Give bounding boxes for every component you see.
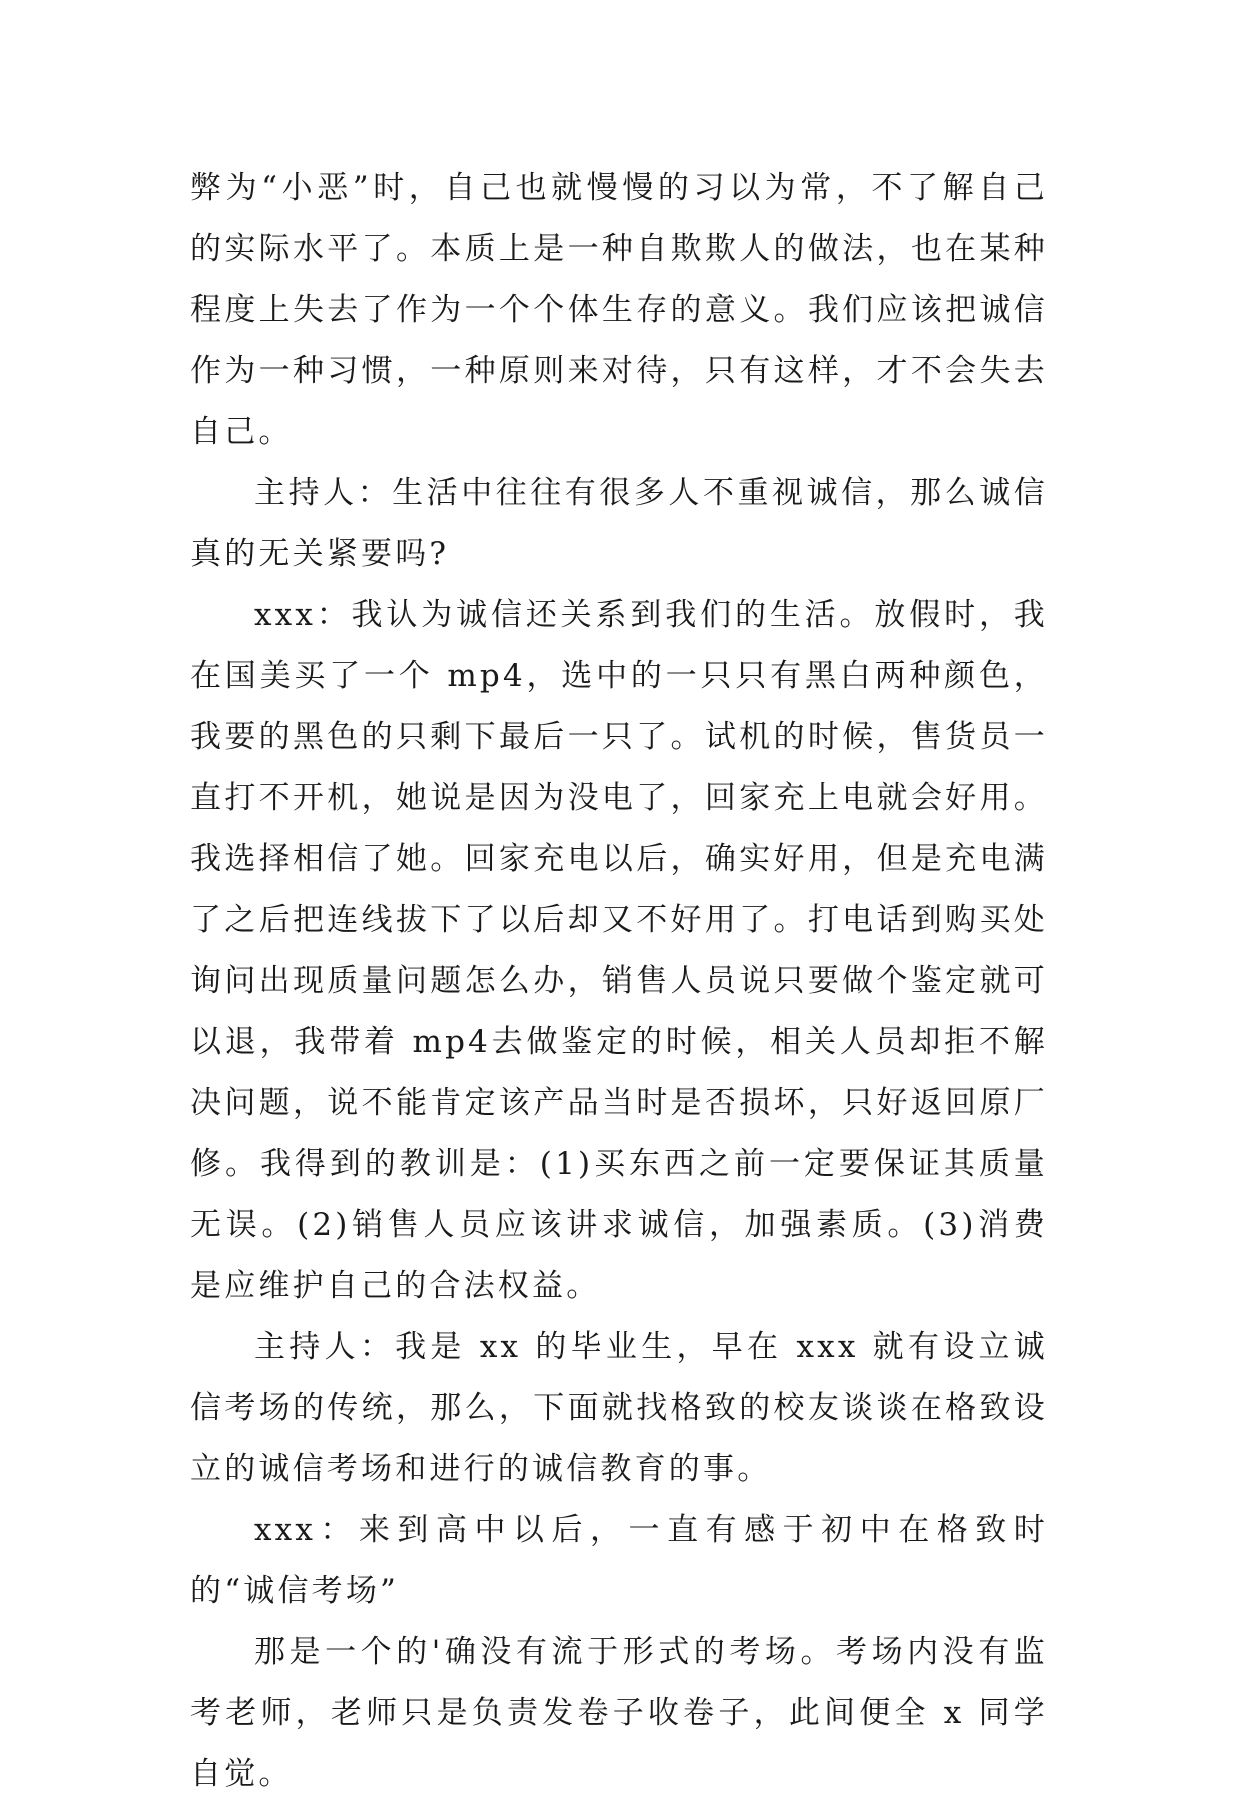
paragraph-3: xxx：我认为诚信还关系到我们的生活。放假时，我在国美买了一个 mp4，选中的一只只有黑白两种颜色，我要的黑色的只剩下最后一只了。试机的时候，售货员一直打不开机，她说是因为没电了，回家充上电就会好用。我选择相信了她。回家充电以后，确实好用，但是充电满了之后把连线拔下了以后却又不好用了。打电话到购买处询问出现质量问题怎么办，销售人员说只要做个鉴定就可以退，我带着 mp4去做鉴定的时候，相关人员却拒不解决问题，说不能肯定该产品当时是否损坏，只好返回原厂修。我得到的教训是：(1)买东西之前一定要保证其质量无误。(2)销售人员应该讲求诚信，加强素质。(3)消费是应维护自己的合法权益。 xyxy=(190,597,1048,1304)
paragraph-5: xxx：来到高中以后，一直有感于初中在格致时的“诚信考场” xyxy=(190,1512,1048,1609)
paragraph-1: 弊为“小恶”时，自己也就慢慢的习以为常，不了解自己的实际水平了。本质上是一种自欺欺人的做法，也在某种程度上失去了作为一个个体生存的意义。我们应该把诚信作为一种习惯，一种原则来对待，只有这样，才不会失去自己。 xyxy=(190,170,1048,450)
paragraph-6: 那是一个的'确没有流于形式的考场。考场内没有监考老师，老师只是负责发卷子收卷子，此间便全 x 同学自觉。 xyxy=(190,1634,1048,1792)
paragraph-4: 主持人：我是 xx 的毕业生，早在 xxx 就有设立诚信考场的传统，那么，下面就找格致的校友谈谈在格致设立的诚信考场和进行的诚信教育的事。 xyxy=(190,1329,1048,1487)
paragraph-2: 主持人：生活中往往有很多人不重视诚信，那么诚信真的无关紧要吗? xyxy=(190,475,1048,572)
document-body xyxy=(190,158,1048,1805)
